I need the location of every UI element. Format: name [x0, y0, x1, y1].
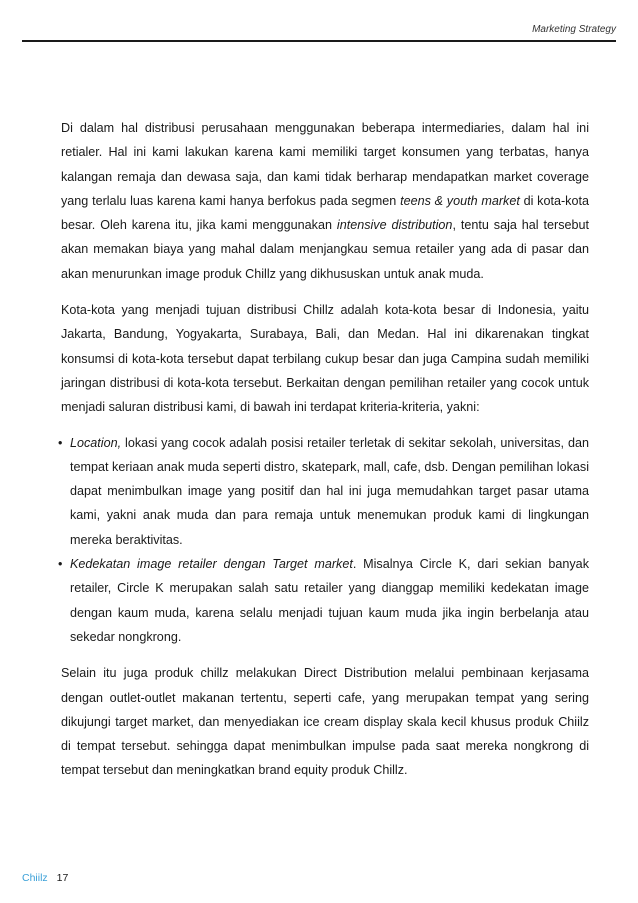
- page-content: [58, 116, 590, 783]
- list-item-text: . Misalnya Circle K, dari sekian banyak retailer, Circle K merupakan salah satu retailer yang dianggap memiliki kedekatan image dengan kaum muda, karena selalu menjadi tujuan kaum muda jika ingin berbelanja atau sekedar nongkrong.: [70, 557, 589, 644]
- header-rule: [22, 40, 616, 42]
- list-item-title: Location,: [70, 435, 122, 450]
- footer: [22, 872, 68, 884]
- p1-text-a: Di dalam hal distribusi perusahaan menggunakan beberapa intermediaries, dalam hal ini retialer. Hal ini kami lakukan karena kami memiliki target konsumen yang terbatas, hanya kalangan remaja dan dewasa saja, dan kami tidak berharap mendapatkan market coverage yang terlalu luas karena kami hanya berfokus pada segmen: [61, 121, 589, 208]
- page-number: 17: [56, 872, 69, 884]
- p1-text-e: , tentu saja hal tersebut akan memakan biaya yang mahal dalam menjangkau semua retailer yang ada di pasar dan akan menurunkan image produk Chillz yang dikhususkan untuk anak muda.: [61, 218, 590, 281]
- header-title: Marketing Strategy: [532, 24, 616, 35]
- list-item-image-proximity: [58, 552, 589, 649]
- criteria-list: [58, 431, 589, 650]
- list-item-location: [58, 431, 589, 552]
- list-item-text: lokasi yang cocok adalah posisi retailer terletak di sekitar sekolah, universitas, dan tempat keriaan anak muda seperti distro, skatepark, mall, cafe, dsb. Dengan pemilihan lokasi dapat menimbulkan image yang positif dan hal ini juga memudahkan target pasar utama kami, yakni anak muda dan para remaja untuk menemukan produk kami di lingkungan mereka beraktivitas.: [70, 435, 589, 547]
- paragraph-cities: Kota-kota yang menjadi tujuan distribusi Chillz adalah kota-kota besar di Indonesia, yaitu Jakarta, Bandung, Yogyakarta, Surabaya, Bali, dan Medan. Hal ini dikarenakan tingkat konsumsi di kota-kota tersebut dapat terbilang cukup besar dan juga Campina sudah memiliki jaringan distribusi di kota-kota tersebut. Berkaitan dengan pemilihan retailer yang cocok untuk menjadi saluran distribusi kami, di bawah ini terdapat kriteria-kriteria, yakni:: [61, 303, 589, 415]
- p1-emphasis-intensive: intensive distribution: [336, 218, 453, 233]
- list-item-title: Kedekatan image retailer dengan Target market: [70, 557, 353, 572]
- paragraph-distribution: [61, 116, 589, 286]
- footer-brand: Chiilz: [22, 872, 48, 884]
- p1-emphasis-teens-youth: teens & youth market: [400, 193, 520, 208]
- p1-text-c: di kota-kota besar. Oleh karena itu, jika kami menggunakan: [61, 193, 589, 233]
- bullet-icon: •: [58, 557, 63, 572]
- paragraph-direct-distribution: Selain itu juga produk chillz melakukan Direct Distribution melalui pembinaan kerjasama dengan outlet-outlet makanan tertentu, seperti cafe, yang merupakan tempat yang sering dikujungi target market, dan menyediakan ice cream display skala kecil khusus produk Chiilz di tempat tersebut. sehingga dapat menimbulkan impulse pada saat mereka nongkrong di tempat tersebut dan meningkatkan brand equity produk Chillz.: [61, 666, 589, 778]
- bullet-icon: •: [58, 435, 63, 450]
